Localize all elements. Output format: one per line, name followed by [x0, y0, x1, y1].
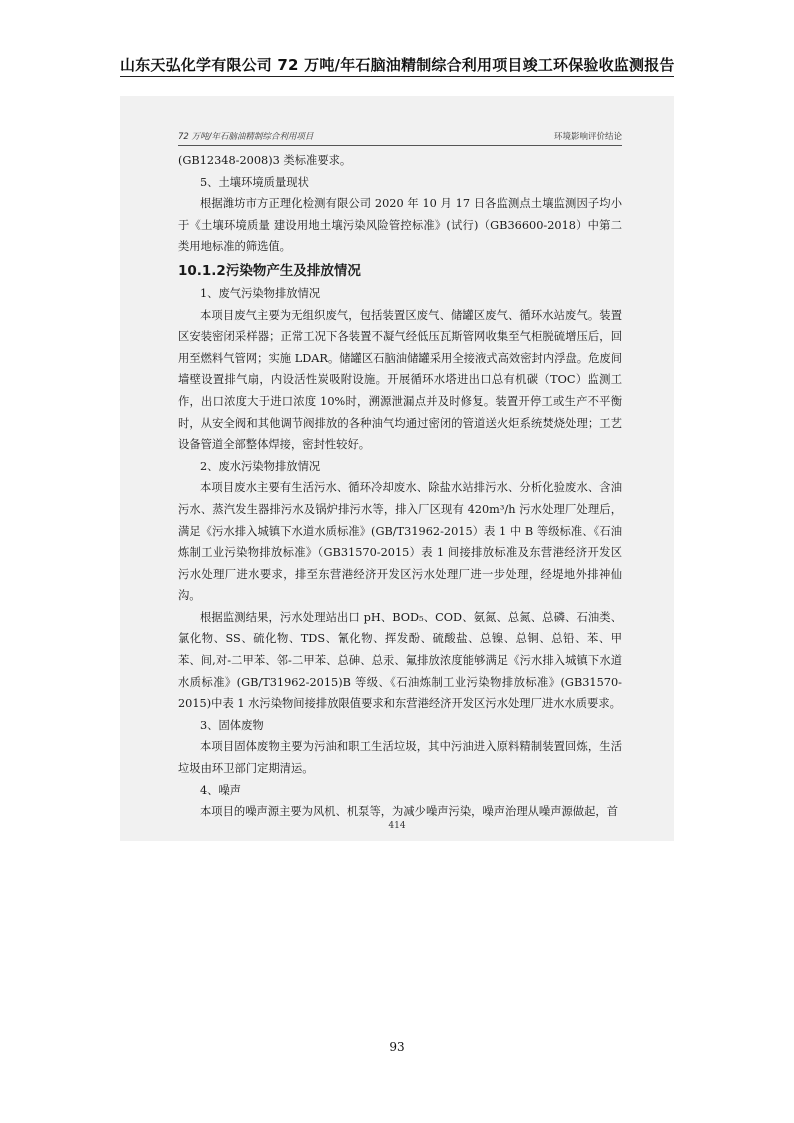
paragraph: 本项目废水主要有生活污水、循环冷却废水、除盐水站排污水、分析化验废水、含油污水、蒸汽发生器排污水及锅炉排污水等，排入厂区现有 420m³/h 污水处理厂处理后，满足《污水排入城镇下水道水质标准》(GB/T31962-2015）表 1 中 B 等级标准、《石油炼制工业污染物排放标准》（GB31570-2015）表 1 间接排放标准及东营港经济开发区污水处理厂进水要求，排至东营港经济开发区污水处理厂进一步处理，经堤地外排神仙沟。	[178, 481, 622, 603]
paragraph: 本项目废气主要为无组织废气，包括装置区废气、储罐区废气、循环水站废气。装置区安装密闭采样器；正常工况下各装置不凝气经低压瓦斯管网收集至气柜脱硫增压后，回用至燃料气管网；实施 LDAR。储罐区石脑油储罐采用全接液式高效密封内浮盘。危废间墙壁设置排气扇，内设活性炭吸附设施。开展循环水塔进出口总有机碳（TOC）监测工作，出口浓度大于进口浓度 10%时，溯源泄漏点并及时修复。装置开停工或生产不平衡时，从安全阀和其他调节阀排放的各种油气均通过密闭的管道送火炬系统焚烧处理；工艺设备管道全部整体焊接，密封性较好。	[178, 308, 622, 452]
subheading: 5、土壤环境质量现状	[200, 175, 309, 189]
scan-header-right: 环境影响评价结论	[553, 132, 622, 142]
subheading: 3、固体废物	[200, 718, 264, 732]
subheading: 4、噪声	[200, 783, 242, 797]
scan-page-number: 414	[388, 821, 406, 831]
paragraph: 本项目固体废物主要为污油和职工生活垃圾，其中污油进入原料精制装置回炼，生活垃圾由环卫部门定期清运。	[178, 740, 622, 776]
page-number: 93	[389, 1040, 405, 1054]
subheading: 1、废气污染物排放情况	[200, 286, 321, 300]
paragraph: 根据监测结果，污水处理站出口 pH、BOD₅、COD、氨氮、总氮、总磷、石油类、氯化物、SS、硫化物、TDS、氰化物、挥发酚、硫酸盐、总镍、总铜、总铅、苯、甲苯、间,对-二甲苯、邻-二甲苯、总砷、总汞、氟排放浓度能够满足《污水排入城镇下水道水质标准》(GB/T31962-2015)B 等级、《石油炼制工业污染物排放标准》(GB31570-2015)中表 1 水污染物间接排放限值要求和东营港经济开发区污水处理厂进水水质要求。	[178, 610, 622, 711]
paragraph: (GB12348-2008)3 类标准要求。	[178, 154, 352, 167]
paragraph: 根据潍坊市方正理化检测有限公司 2020 年 10 月 17 日各监测点土壤监测因子均小于《土壤环境质量 建设用地土壤污染风险管控标准》(试行)（GB36600-2018）中第二类用地标准的筛选值。	[178, 197, 622, 254]
subheading: 2、废水污染物排放情况	[200, 459, 321, 473]
scan-header	[178, 130, 622, 144]
paragraph: 本项目的噪声源主要为风机、机泵等，为减少噪声污染，噪声治理从噪声源做起，首	[200, 805, 618, 819]
header-rule	[120, 76, 674, 77]
scan-header-rule	[178, 145, 622, 146]
scanned-page	[120, 96, 674, 841]
running-header: 山东天弘化学有限公司 72 万吨/年石脑油精制综合利用项目竣工环保验收监测报告	[120, 56, 675, 74]
scan-body	[178, 150, 622, 823]
section-heading: 10.1.2污染物产生及排放情况	[178, 262, 361, 279]
scan-header-left: 72 万吨/年石脑油精制综合利用项目	[178, 132, 314, 142]
